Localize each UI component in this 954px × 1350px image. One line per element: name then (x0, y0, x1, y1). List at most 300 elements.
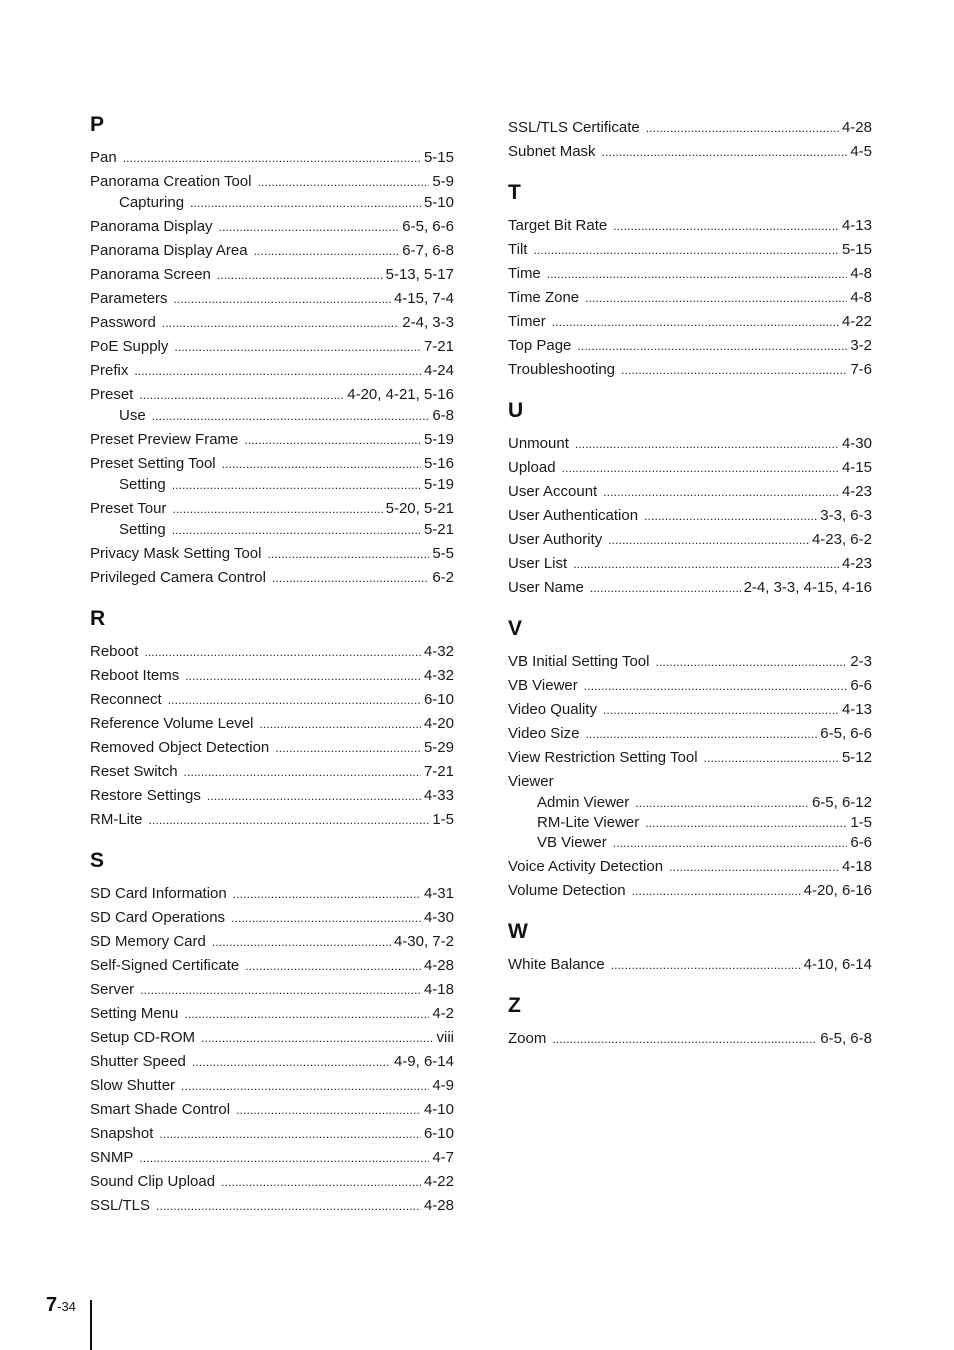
entry-pages: 4-10, 6-14 (803, 956, 872, 973)
entry-term: User Authentication (508, 507, 639, 524)
entry-term: Unmount (508, 435, 569, 452)
entry-term: Panorama Display (90, 218, 213, 235)
entry-pages: 4-18 (841, 858, 872, 875)
entry-term: Server (90, 981, 135, 998)
index-subentry (508, 792, 872, 814)
dot-leader (585, 286, 847, 310)
index-entry (90, 930, 454, 954)
index-entry (508, 698, 872, 722)
entry-pages: 5-12 (841, 749, 872, 766)
dot-leader (603, 480, 839, 504)
index-entry (508, 953, 872, 977)
entry-term: Use (119, 407, 146, 424)
index-entry (508, 1027, 872, 1051)
index-section (90, 112, 454, 590)
index-entry (90, 1002, 454, 1026)
entry-pages: 6-5, 6-8 (820, 1030, 872, 1047)
entry-term: Privacy Mask Setting Tool (90, 545, 262, 562)
entry-pages: 4-23 (841, 555, 872, 572)
index-subentry (90, 519, 454, 541)
index-entry (90, 712, 454, 736)
entry-pages: 4-31 (423, 885, 454, 902)
entry-term: VB Viewer (537, 834, 607, 851)
index-entry (90, 1194, 454, 1218)
index-entry (90, 664, 454, 688)
entry-pages: 2-4, 3-3, 4-15, 4-16 (743, 579, 872, 596)
entry-pages: 7-21 (423, 338, 454, 355)
index-section (508, 180, 872, 382)
dot-leader (184, 1002, 429, 1026)
entry-pages: 5-5 (432, 545, 454, 562)
dot-leader (144, 640, 421, 664)
entry-term: Preset (90, 386, 134, 403)
dot-leader (159, 1122, 421, 1146)
entry-term: Slow Shutter (90, 1077, 176, 1094)
dot-leader (552, 1027, 817, 1051)
entry-pages: 4-2 (432, 1005, 454, 1022)
dot-leader (139, 383, 344, 407)
entry-pages: 5-19 (423, 476, 454, 493)
entry-term: Setup CD-ROM (90, 1029, 196, 1046)
entry-pages: 6-10 (423, 1125, 454, 1142)
entry-term: SSL/TLS Certificate (508, 119, 640, 136)
entry-term: Tilt (508, 241, 528, 258)
dot-leader (123, 146, 421, 170)
entry-term: Privileged Camera Control (90, 569, 266, 586)
dot-leader (201, 1026, 433, 1050)
index-entry (90, 1026, 454, 1050)
entry-term: Prefix (90, 362, 129, 379)
entry-term: Shutter Speed (90, 1053, 186, 1070)
index-column-right (508, 116, 872, 1067)
dot-leader (181, 1074, 429, 1098)
entry-term: Voice Activity Detection (508, 858, 664, 875)
entry-term: Pan (90, 149, 117, 166)
entry-pages: 4-28 (423, 1197, 454, 1214)
entry-term: Preset Preview Frame (90, 431, 239, 448)
index-section (90, 606, 454, 832)
index-entry (508, 879, 872, 903)
section-letter: W (508, 920, 528, 943)
dot-leader (669, 855, 839, 879)
index-entry (90, 1170, 454, 1194)
page-number (46, 1294, 76, 1317)
entry-pages: 4-30, 7-2 (393, 933, 454, 950)
index-section (508, 616, 872, 903)
entry-pages: 5-13, 5-17 (385, 266, 454, 283)
index-entry (90, 383, 454, 407)
entry-pages: 4-22 (841, 313, 872, 330)
index-entry (90, 335, 454, 359)
dot-leader (602, 140, 848, 164)
entry-term: Setting Menu (90, 1005, 179, 1022)
index-entry (508, 334, 872, 358)
index-entry (90, 1074, 454, 1098)
index-subentry (508, 832, 872, 854)
index-entry (90, 1050, 454, 1074)
dot-leader (275, 736, 421, 760)
index-entry (508, 746, 872, 770)
entry-term: SD Card Information (90, 885, 227, 902)
dot-leader (172, 497, 382, 521)
index-subentry (90, 405, 454, 427)
entry-term: Video Quality (508, 701, 597, 718)
entry-pages: 4-30 (841, 435, 872, 452)
entry-term: Top Page (508, 337, 572, 354)
index-entry (508, 528, 872, 552)
entry-term: White Balance (508, 956, 605, 973)
entry-term: RM-Lite (90, 811, 143, 828)
entry-term: Setting (119, 476, 166, 493)
entry-term: Self-Signed Certificate (90, 957, 240, 974)
entry-pages: 4-32 (423, 667, 454, 684)
dot-leader (217, 263, 383, 287)
entry-pages: 4-9 (432, 1077, 454, 1094)
section-letter: Z (508, 994, 521, 1017)
dot-leader (611, 953, 801, 977)
dot-leader (575, 432, 839, 456)
index-entry (90, 239, 454, 263)
entry-pages: 4-33 (423, 787, 454, 804)
section-letter: T (508, 181, 521, 204)
dot-leader (231, 906, 421, 930)
entry-term: Reboot (90, 643, 139, 660)
index-entry (90, 640, 454, 664)
index-entry (90, 215, 454, 239)
index-entry (508, 238, 872, 262)
index-section (90, 848, 454, 1218)
index-section (508, 919, 872, 977)
entry-term: User List (508, 555, 568, 572)
section-letter: P (90, 113, 105, 136)
index-section (508, 116, 872, 164)
entry-pages: 6-6 (850, 677, 872, 694)
entry-pages: 3-3, 6-3 (820, 507, 872, 524)
entry-pages: 7-6 (850, 361, 872, 378)
entry-term: Time Zone (508, 289, 580, 306)
index-entry (90, 566, 454, 590)
entry-pages: 4-23, 6-2 (811, 531, 872, 548)
entry-term: Reference Volume Level (90, 715, 254, 732)
entry-term: Target Bit Rate (508, 217, 608, 234)
index-column-left (90, 112, 454, 1234)
section-letter: U (508, 399, 524, 422)
dot-leader (632, 879, 801, 903)
entry-term: PoE Supply (90, 338, 169, 355)
index-entry (508, 504, 872, 528)
entry-pages: 4-28 (841, 119, 872, 136)
entry-pages: 4-8 (850, 265, 872, 282)
entry-pages: 5-9 (432, 173, 454, 190)
dot-leader (259, 712, 421, 736)
entry-pages: 6-5, 6-6 (402, 218, 454, 235)
section-letter: S (90, 849, 105, 872)
index-entry (90, 1146, 454, 1170)
dot-leader (613, 214, 839, 238)
dot-leader (192, 1050, 391, 1074)
dot-leader (207, 784, 421, 808)
dot-leader (533, 238, 839, 262)
entry-term: Subnet Mask (508, 143, 596, 160)
entry-pages: 4-24 (423, 362, 454, 379)
section-letter: R (90, 607, 106, 630)
dot-leader (645, 812, 847, 834)
entry-pages: 4-13 (841, 217, 872, 234)
index-subentry (508, 812, 872, 834)
entry-term: User Name (508, 579, 584, 596)
entry-term: User Authority (508, 531, 603, 548)
entry-term: Reconnect (90, 691, 162, 708)
entry-pages: 5-29 (423, 739, 454, 756)
entry-term: Zoom (508, 1030, 547, 1047)
dot-leader (547, 262, 848, 286)
entry-pages: 6-5, 6-12 (811, 794, 872, 811)
entry-pages: 4-22 (423, 1173, 454, 1190)
index-entry (508, 650, 872, 674)
entry-pages: 5-16 (423, 455, 454, 472)
dot-leader (140, 978, 421, 1002)
entry-pages: 4-30 (423, 909, 454, 926)
entry-pages: 3-2 (850, 337, 872, 354)
index-entry (90, 760, 454, 784)
index-entry (90, 287, 454, 311)
entry-pages: 5-15 (423, 149, 454, 166)
entry-pages: 4-28 (423, 957, 454, 974)
dot-leader (644, 504, 817, 528)
entry-pages: 4-20 (423, 715, 454, 732)
entry-term: SD Memory Card (90, 933, 206, 950)
entry-term: User Account (508, 483, 598, 500)
entry-term: Panorama Display Area (90, 242, 248, 259)
index-entry (90, 146, 454, 170)
dot-leader (185, 664, 421, 688)
dot-leader (184, 760, 421, 784)
entry-pages: 2-4, 3-3 (402, 314, 454, 331)
chapter-number: 7 (46, 1294, 58, 1316)
dot-leader (562, 456, 839, 480)
entry-pages: 4-5 (850, 143, 872, 160)
index-entry (90, 906, 454, 930)
entry-term: Reboot Items (90, 667, 180, 684)
dot-leader (190, 192, 421, 214)
index-section (508, 398, 872, 600)
dot-leader (704, 746, 839, 770)
dot-leader (635, 792, 809, 814)
entry-pages: 4-15 (841, 459, 872, 476)
index-entry (90, 1122, 454, 1146)
dot-leader (590, 576, 741, 600)
index-entry (508, 480, 872, 504)
entry-term: Viewer (508, 773, 554, 790)
index-entry (90, 882, 454, 906)
entry-pages: 6-6 (850, 834, 872, 851)
index-subentry (90, 192, 454, 214)
index-entry (508, 552, 872, 576)
index-entry (508, 286, 872, 310)
entry-term: Video Size (508, 725, 580, 742)
index-entry (90, 452, 454, 476)
index-entry (90, 688, 454, 712)
entry-term: Sound Clip Upload (90, 1173, 216, 1190)
index-entry (508, 456, 872, 480)
index-entry (90, 954, 454, 978)
dot-leader (219, 215, 400, 239)
entry-term: Upload (508, 459, 556, 476)
entry-pages: 5-19 (423, 431, 454, 448)
entry-term: View Restriction Setting Tool (508, 749, 698, 766)
index-entry (508, 770, 872, 794)
entry-term: VB Viewer (508, 677, 578, 694)
dot-leader (552, 310, 839, 334)
entry-pages: 4-13 (841, 701, 872, 718)
entry-term: Timer (508, 313, 546, 330)
index-entry (90, 978, 454, 1002)
entry-term: SD Card Operations (90, 909, 226, 926)
section-letter: V (508, 617, 523, 640)
dot-leader (585, 722, 817, 746)
entry-pages: 4-8 (850, 289, 872, 306)
dot-leader (584, 674, 848, 698)
dot-leader (244, 428, 421, 452)
entry-pages: 5-20, 5-21 (385, 500, 454, 517)
entry-pages: 4-20, 6-16 (803, 882, 872, 899)
index-entry (508, 140, 872, 164)
index-entry (90, 170, 454, 194)
dot-leader (212, 930, 391, 954)
dot-leader (621, 358, 847, 382)
dot-leader (139, 1146, 429, 1170)
entry-pages: 5-21 (423, 521, 454, 538)
index-entry (508, 855, 872, 879)
entry-pages: 1-5 (432, 811, 454, 828)
dot-leader (174, 287, 391, 311)
entry-pages: 4-18 (423, 981, 454, 998)
entry-term: Smart Shade Control (90, 1101, 231, 1118)
entry-term: Removed Object Detection (90, 739, 270, 756)
index-entry (90, 736, 454, 760)
dot-leader (152, 405, 430, 427)
entry-pages: 1-5 (850, 814, 872, 831)
entry-pages: 4-32 (423, 643, 454, 660)
dot-leader (655, 650, 847, 674)
dot-leader (272, 566, 429, 590)
entry-term: Admin Viewer (537, 794, 630, 811)
page-suffix: -34 (57, 1299, 76, 1314)
dot-leader (573, 552, 839, 576)
index-entry (508, 674, 872, 698)
dot-leader (245, 954, 421, 978)
entry-term: Volume Detection (508, 882, 626, 899)
dot-leader (149, 808, 430, 832)
entry-term: Capturing (119, 194, 185, 211)
entry-term: Parameters (90, 290, 168, 307)
index-entry (90, 542, 454, 566)
index-entry (508, 116, 872, 140)
entry-pages: 4-7 (432, 1149, 454, 1166)
index-entry (90, 784, 454, 808)
entry-term: VB Initial Setting Tool (508, 653, 650, 670)
dot-leader (577, 334, 847, 358)
dot-leader (174, 335, 421, 359)
index-entry (508, 262, 872, 286)
index-entry (508, 722, 872, 746)
entry-pages: 6-2 (432, 569, 454, 586)
entry-term: Reset Switch (90, 763, 178, 780)
index-entry (508, 214, 872, 238)
entry-term: Troubleshooting (508, 361, 616, 378)
index-entry (508, 576, 872, 600)
dot-leader (646, 116, 839, 140)
entry-pages: 7-21 (423, 763, 454, 780)
entry-term: Preset Tour (90, 500, 167, 517)
dot-leader (254, 239, 400, 263)
index-entry (508, 432, 872, 456)
index-entry (508, 358, 872, 382)
entry-pages: viii (436, 1029, 454, 1046)
dot-leader (233, 882, 421, 906)
entry-term: SSL/TLS (90, 1197, 151, 1214)
entry-term: Restore Settings (90, 787, 201, 804)
entry-term: Preset Setting Tool (90, 455, 216, 472)
entry-pages: 6-5, 6-6 (820, 725, 872, 742)
entry-term: RM-Lite Viewer (537, 814, 640, 831)
index-entry (90, 359, 454, 383)
entry-term: Panorama Screen (90, 266, 211, 283)
index-entry (508, 310, 872, 334)
entry-pages: 5-15 (841, 241, 872, 258)
dot-leader (134, 359, 421, 383)
entry-term: Setting (119, 521, 166, 538)
entry-pages: 4-9, 6-14 (393, 1053, 454, 1070)
index-entry (90, 311, 454, 335)
index-section (508, 993, 872, 1051)
entry-pages: 6-10 (423, 691, 454, 708)
dot-leader (608, 528, 809, 552)
entry-pages: 4-15, 7-4 (393, 290, 454, 307)
entry-pages: 4-10 (423, 1101, 454, 1118)
entry-term: Snapshot (90, 1125, 154, 1142)
entry-term: Time (508, 265, 541, 282)
dot-leader (172, 519, 421, 541)
entry-pages: 6-7, 6-8 (402, 242, 454, 259)
entry-term: Password (90, 314, 156, 331)
index-subentry (90, 474, 454, 496)
folio-rule (90, 1300, 92, 1350)
dot-leader (603, 698, 839, 722)
entry-term: SNMP (90, 1149, 134, 1166)
dot-leader (222, 452, 421, 476)
index-entry (90, 497, 454, 521)
dot-leader (236, 1098, 421, 1122)
dot-leader (156, 1194, 421, 1218)
dot-leader (168, 688, 421, 712)
entry-term: Panorama Creation Tool (90, 173, 252, 190)
entry-pages: 2-3 (850, 653, 872, 670)
dot-leader (267, 542, 429, 566)
dot-leader (172, 474, 421, 496)
entry-pages: 6-8 (432, 407, 454, 424)
dot-leader (613, 832, 848, 854)
dot-leader (162, 311, 399, 335)
dot-leader (221, 1170, 421, 1194)
index-entry (90, 1098, 454, 1122)
index-entry (90, 428, 454, 452)
entry-pages: 4-20, 4-21, 5-16 (347, 386, 454, 403)
dot-leader (257, 170, 429, 194)
index-entry (90, 263, 454, 287)
entry-pages: 5-10 (423, 194, 454, 211)
entry-pages: 4-23 (841, 483, 872, 500)
